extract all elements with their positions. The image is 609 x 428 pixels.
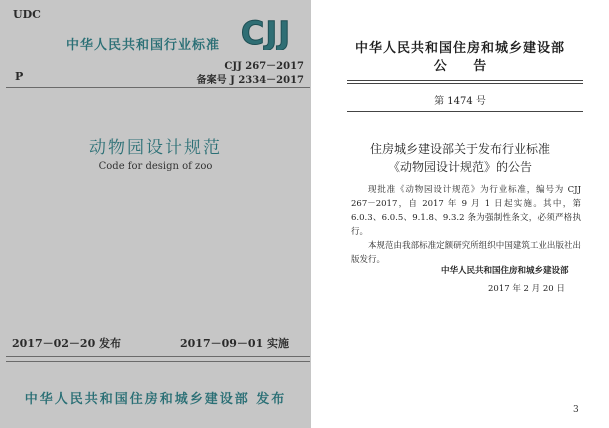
announcement-title-line2: 《动物园设计规范》的公告: [387, 160, 532, 174]
announcement-title: [311, 140, 609, 176]
divider: [347, 111, 583, 112]
divider: [6, 87, 310, 88]
standard-number: CJJ 267－2017: [224, 61, 304, 72]
announcement-issuer: 中华人民共和国住房和城乡建设部: [354, 41, 565, 56]
cover-title-cn: 动物园设计规范: [89, 138, 222, 158]
cover-issuer-top: 中华人民共和国行业标准: [66, 38, 221, 53]
announcement-paragraph: 本规范由我部标准定额研究所组织中国建筑工业出版社出版发行。: [351, 241, 581, 265]
divider: [6, 361, 310, 362]
divider: [347, 80, 583, 81]
cjj-logo: [231, 14, 301, 50]
cover-issuer-bottom: 中华人民共和国住房和城乡建设部 发布: [24, 392, 287, 407]
signature-org: 中华人民共和国住房和城乡建设部: [441, 266, 569, 276]
divider: [6, 356, 310, 357]
announcement-label: 公 告: [433, 59, 487, 74]
udc-label: UDC: [13, 8, 41, 21]
announcement-paragraph: 现批准《动物园设计规范》为行业标准，编号为 CJJ 267－2017，自 2017 年 9 月 1 日起实施。其中，第 6.0.3、6.0.5、9.1.8、9.3.2 条为强制性条文，必须严格执行。: [351, 185, 581, 237]
implement-date: 2017－09－01 实施: [180, 337, 290, 350]
divider: [347, 83, 583, 84]
announcement-page: [311, 0, 609, 428]
classification-code: P: [15, 70, 24, 83]
page-number: 3: [573, 405, 579, 415]
announcement-number: 第 1474 号: [434, 96, 486, 107]
record-number: 备案号 J 2334－2017: [196, 75, 304, 86]
cjj-logo-text: CJJ: [240, 14, 292, 50]
announcement-title-line1: 住房城乡建设部关于发布行业标准: [369, 142, 550, 156]
cover-title-en: Code for design of zoo: [98, 161, 213, 172]
signature-date: 2017 年 2 月 20 日: [488, 284, 565, 294]
publish-date: 2017－02－20 发布: [12, 337, 122, 350]
announcement-body: [351, 183, 581, 267]
